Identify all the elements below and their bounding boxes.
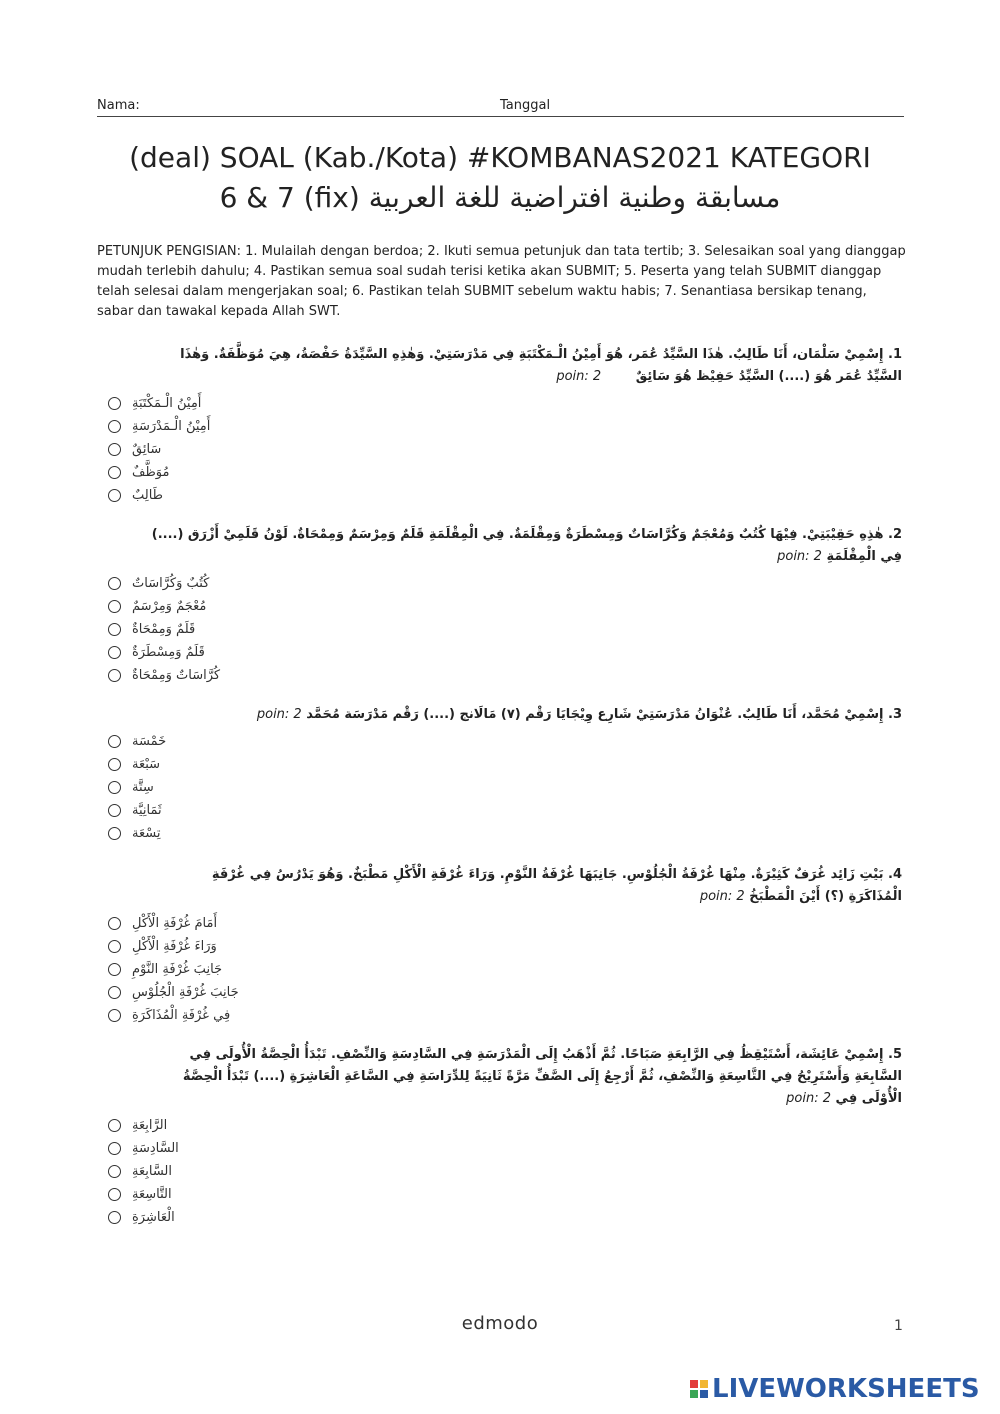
radio-button[interactable] <box>108 917 121 930</box>
radio-button[interactable] <box>108 466 121 479</box>
radio-button[interactable] <box>108 804 121 817</box>
question-text-3 <box>97 1088 902 1110</box>
option[interactable]: الْعَاشِرَةِ <box>97 1206 902 1229</box>
points-label: poin: 2 <box>256 707 302 722</box>
radio-button[interactable] <box>108 443 121 456</box>
options-list <box>97 392 902 507</box>
question-number: 4. <box>888 867 902 882</box>
page-title <box>60 138 940 218</box>
points-label: poin: 2 <box>786 1091 832 1106</box>
edmodo-logo: edmodo <box>461 1313 539 1334</box>
radio-button[interactable] <box>108 1188 121 1201</box>
radio-button[interactable] <box>108 420 121 433</box>
radio-button[interactable] <box>108 1119 121 1132</box>
radio-button[interactable] <box>108 781 121 794</box>
points-label: poin: 2 <box>556 369 602 384</box>
option[interactable]: سَائِقٌ <box>97 438 902 461</box>
options-list <box>97 572 902 687</box>
radio-button[interactable] <box>108 577 121 590</box>
radio-button[interactable] <box>108 940 121 953</box>
option[interactable]: أَمِيْنُ الْـمَكْتَبَةِ <box>97 392 902 415</box>
options-list <box>97 912 902 1027</box>
question-line-1: إِسْمِيْ عَائِشَة، أَسْتَيْقِظُ فِي الرَّابِعَةِ صَبَاحًا. ثُمَّ أَذْهَبُ إِلَى الْمَدْرَسَةِ فِي السَّادِسَةِ وَالنِّصْفِ. تَبْدَأُ الْحِصَّةُ الْأُولَى فِي <box>189 1047 884 1062</box>
radio-button[interactable] <box>108 1165 121 1178</box>
question-line-2: السَّيِّدُ عُمَر هُوَ (....) السَّيِّدُ حَفِيْظ هُوَ سَائِقٌ <box>635 369 902 384</box>
option[interactable]: أَمَامَ غُرْفَةِ الْأَكْلِ <box>97 912 902 935</box>
radio-button[interactable] <box>108 669 121 682</box>
radio-button[interactable] <box>108 1009 121 1022</box>
title-line-1: (deal) SOAL (Kab./Kota) #KOMBANAS2021 KATEGORI <box>129 141 871 174</box>
question-number: 5. <box>888 1047 902 1062</box>
radio-button[interactable] <box>108 827 121 840</box>
question-line-2: فِي الْمِقْلَمَةِ <box>826 549 902 564</box>
nama-label: Nama: <box>97 98 140 113</box>
question-text <box>97 344 902 366</box>
question-1 <box>97 344 902 507</box>
liveworksheets-logo <box>690 1374 980 1404</box>
option[interactable]: ثَمَانِيَّة <box>97 799 902 822</box>
radio-button[interactable] <box>108 986 121 999</box>
options-list <box>97 1114 902 1229</box>
question-line-3: الْأُوْلَى فِي <box>835 1091 902 1106</box>
liveworksheets-text: LIVEWORKSHEETS <box>712 1374 980 1404</box>
question-number: 1. <box>888 347 902 362</box>
radio-button[interactable] <box>108 489 121 502</box>
option[interactable]: السَّادِسَةِ <box>97 1137 902 1160</box>
question-3 <box>97 704 902 845</box>
tanggal-label: Tanggal <box>500 98 551 113</box>
radio-button[interactable] <box>108 623 121 636</box>
option[interactable]: مُعْجَمٌ وَمِرْسَمٌ <box>97 595 902 618</box>
question-2 <box>97 524 902 687</box>
radio-button[interactable] <box>108 963 121 976</box>
option[interactable]: أَمِيْنُ الْـمَدْرَسَةِ <box>97 415 902 438</box>
option[interactable]: السَّابِعَةِ <box>97 1160 902 1183</box>
option[interactable]: تِسْعَة <box>97 822 902 845</box>
option[interactable]: خَمْسَة <box>97 730 902 753</box>
question-line-2: الْمُذَاكَرَةِ (؟) أَيْنَ الْمَطْبَخُ <box>749 889 902 904</box>
option[interactable]: جَانِبَ غُرْفَةِ الْجُلُوْسِ <box>97 981 902 1004</box>
question-text-2 <box>97 886 902 908</box>
question-text-2 <box>97 366 902 388</box>
radio-button[interactable] <box>108 735 121 748</box>
question-text-2 <box>97 546 902 568</box>
option[interactable]: التَّاسِعَةِ <box>97 1183 902 1206</box>
option[interactable]: مُوَظَّفٌ <box>97 461 902 484</box>
option[interactable]: قَلَمٌ وَمِسْطَرَةٌ <box>97 641 902 664</box>
option[interactable]: سَبْعَة <box>97 753 902 776</box>
question-line-1: بَيْتِ زَائِد غُرَفٌ كَثِيْرَةٌ. مِنْهَا غُرْفَةُ الْجُلُوْسِ. جَانِبَهَا غُرْفَةُ النَّوْمِ. وَرَاءَ غُرْفَةِ الْأَكْلِ مَطْبَخٌ. وَهُوَ يَدْرُسُ فِي غُرْفَةِ <box>211 867 884 882</box>
question-4 <box>97 864 902 1027</box>
option[interactable]: جَانِبَ غُرْفَةِ النَّوْمِ <box>97 958 902 981</box>
radio-button[interactable] <box>108 1211 121 1224</box>
question-5 <box>97 1044 902 1229</box>
liveworksheets-icon <box>690 1380 708 1398</box>
options-list <box>97 730 902 845</box>
question-text <box>97 704 902 726</box>
question-number: 2. <box>888 527 902 542</box>
points-label: poin: 2 <box>777 549 822 564</box>
option[interactable]: وَرَاءَ غُرْفَةِ الْأَكْلِ <box>97 935 902 958</box>
radio-button[interactable] <box>108 1142 121 1155</box>
option[interactable]: كُرَّاسَاتٌ وَمِمْحَاةٌ <box>97 664 902 687</box>
instructions: PETUNJUK PENGISIAN: 1. Mulailah dengan berdoa; 2. Ikuti semua petunjuk dan tata tertib; 3. Selesaikan soal yang dianggap mudah terlebih dahulu; 4. Pastikan semua soal sudah terisi ketika akan SUBMIT; 5. Peserta yang telah SUBMIT dianggap telah selesai dalam mengerjakan soal; 6. Pastikan telah SUBMIT sebelum waktu habis; 7. Senantiasa bersikap tenang, sabar dan tawakal kepada Allah SWT. <box>97 244 906 319</box>
option[interactable]: سِتَّة <box>97 776 902 799</box>
radio-button[interactable] <box>108 646 121 659</box>
option[interactable]: الرَّابِعَةِ <box>97 1114 902 1137</box>
radio-button[interactable] <box>108 758 121 771</box>
question-line-1: إِسْمِيْ مُحَمَّد، أَنَا طَالِبٌ. عُنْوَانُ مَدْرَسَتِيْ شَارِع وِيْجَايَا رَقْم (٧) مَالَانج (....) رَقْم مَدْرَسَة مُحَمَّد <box>306 707 884 722</box>
question-line-1: إِسْمِيْ سَلْمَان، أَنَا طَالِبٌ. هٰذَا السَّيِّدُ عُمَر، هُوَ أَمِيْنُ الْـمَكْتَبَةِ فِي مَدْرَسَتِيْ. وَهٰذِهِ السَّيِّدَةُ حَفْصَةُ، هِيَ مُوَظَّفَةٌ. وَهٰذَا <box>180 347 884 362</box>
radio-button[interactable] <box>108 600 121 613</box>
question-text-2 <box>97 1066 902 1088</box>
option[interactable]: طَالِبٌ <box>97 484 902 507</box>
option[interactable]: فِي غُرْفَةِ الْمُذَاكَرَةِ <box>97 1004 902 1027</box>
option[interactable]: كُتُبٌ وَكُرَّاسَاتٌ <box>97 572 902 595</box>
question-text <box>97 524 902 546</box>
question-text <box>97 1044 902 1066</box>
page-number: 1 <box>894 1318 903 1334</box>
title-line-2: 6 & 7 (fix) مسابقة وطنية افتراضية للغة العربية <box>219 181 781 214</box>
option[interactable]: قَلَمٌ وَمِمْحَاةٌ <box>97 618 902 641</box>
question-text <box>97 864 902 886</box>
question-line-1: هٰذِهِ حَقِيْبَتِيْ. فِيْهَا كُتُبٌ وَمُعْجَمٌ وَكُرَّاسَاتٌ وَمِسْطَرَةٌ وَمِقْلَمَةٌ. فِي الْمِقْلَمَةِ قَلَمٌ وَمِرْسَمٌ وَمِمْحَاةٌ. لَوْنُ قَلَمِيْ أَزْرَق (....) <box>151 527 884 542</box>
header-row <box>97 96 904 117</box>
radio-button[interactable] <box>108 397 121 410</box>
question-number: 3. <box>888 707 902 722</box>
points-label: poin: 2 <box>699 889 745 904</box>
question-line-2: السَّابِعَةِ وَأَسْتَرِيْحُ فِي التَّاسِعَةِ وَالنِّصْفِ، ثُمَّ أَرْجِعُ إِلَى الصَّفِّ مَرَّةً ثَانِيَةً لِلدِّرَاسَةِ فِي السَّاعَةِ الْعَاشِرَةِ (....) تَبْدَأُ الْحِصَّةُ <box>182 1069 902 1084</box>
